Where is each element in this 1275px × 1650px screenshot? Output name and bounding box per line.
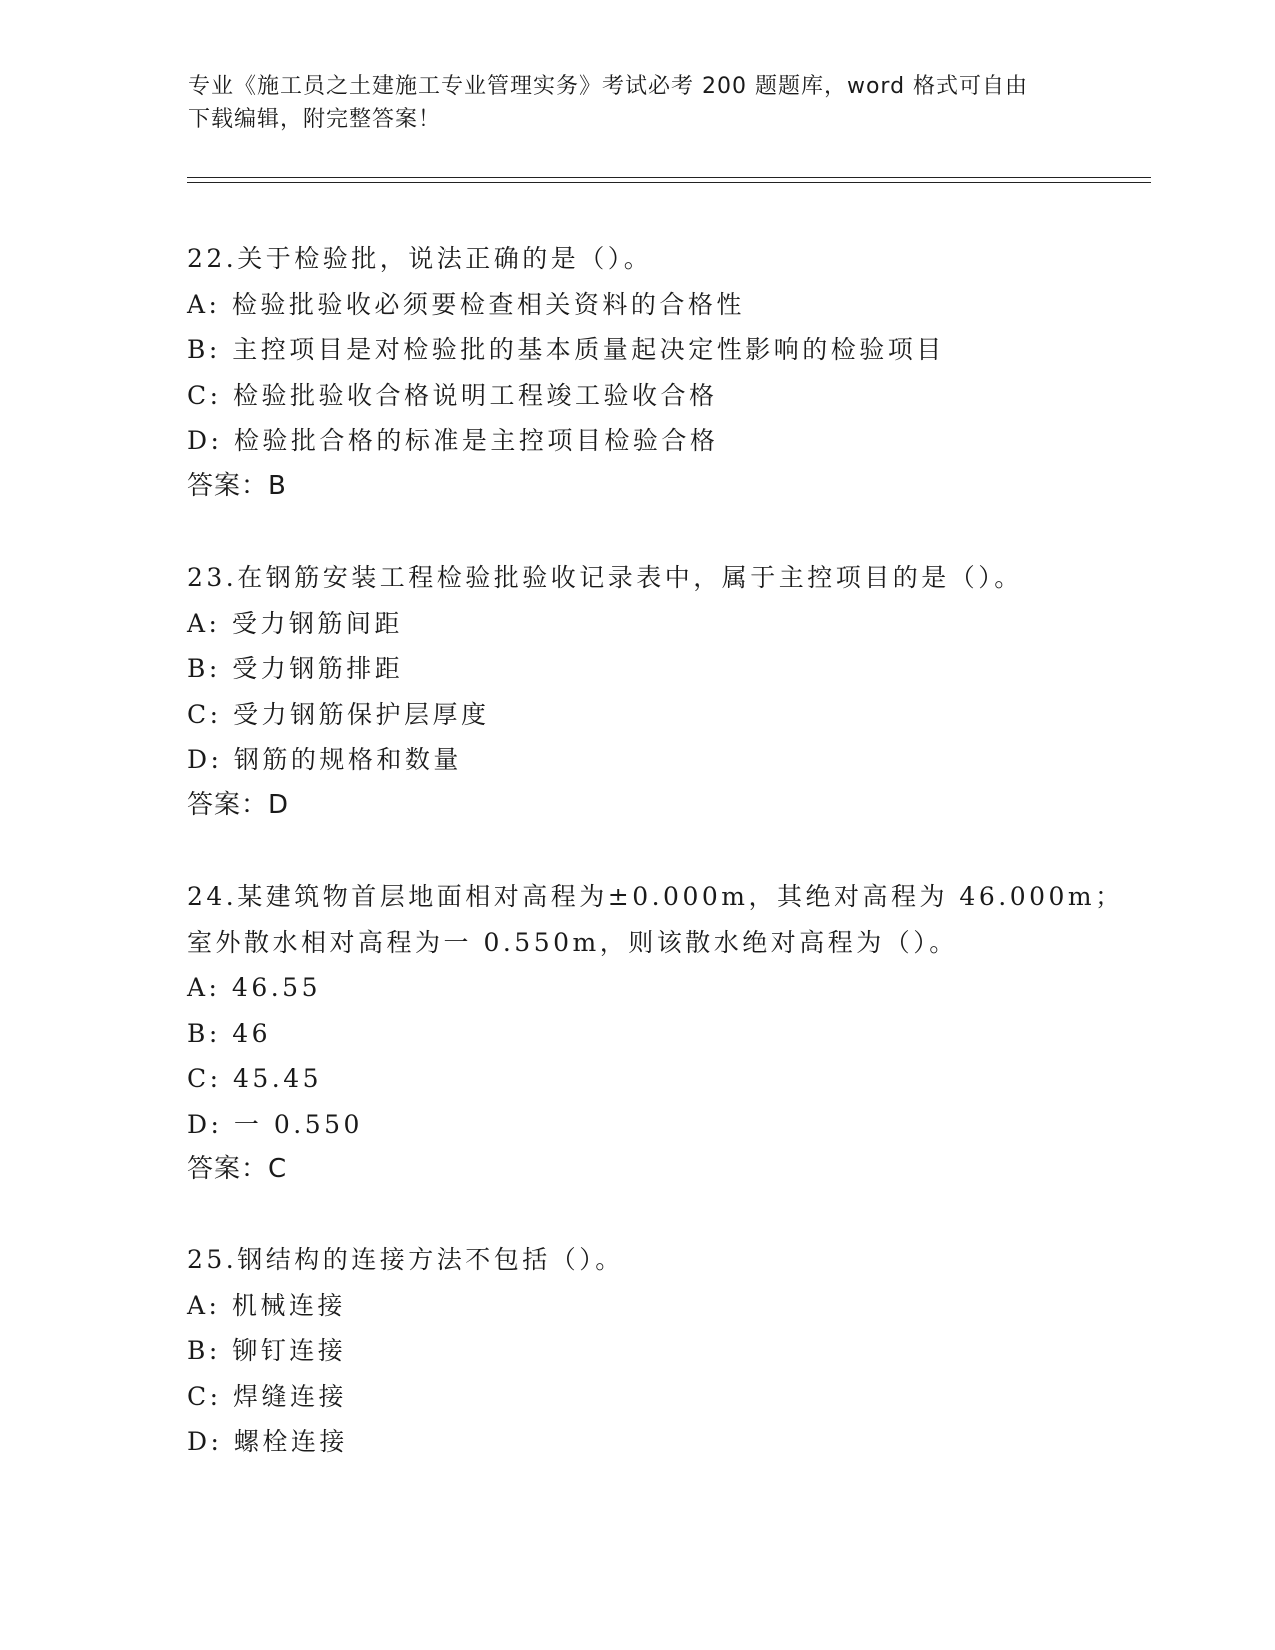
option-d: D: 钢筋的规格和数量	[187, 745, 462, 774]
option-b: B: 46	[187, 1018, 272, 1048]
question-25	[187, 1237, 1147, 1465]
option-a: A: 受力钢筋间距	[187, 608, 403, 638]
question-22	[187, 236, 1147, 509]
header-line-2: 下载编辑，附完整答案！	[188, 107, 442, 132]
option-a: A: 机械连接	[187, 1290, 346, 1320]
header-line-1: 专业《施工员之土建施工专业管理实务》考试必考 200 题题库，word 格式可自由	[188, 74, 1029, 99]
option-d: D: 检验批合格的标准是主控项目检验合格	[187, 426, 719, 455]
question-23	[187, 555, 1147, 828]
question-stem: 25.钢结构的连接方法不包括（）。	[187, 1245, 624, 1274]
option-c: C: 焊缝连接	[187, 1381, 347, 1411]
document-header	[188, 70, 1088, 136]
question-stem-line-1: 24.某建筑物首层地面相对高程为±0.000m，其绝对高程为 46.000m；	[187, 882, 1124, 911]
option-b: B: 受力钢筋排距	[187, 654, 404, 683]
option-d: D: 螺栓连接	[187, 1427, 348, 1456]
header-divider-bottom	[187, 182, 1151, 183]
option-d: D: 一 0.550	[187, 1109, 363, 1139]
option-b: B: 铆钉连接	[187, 1336, 347, 1365]
header-divider-top	[187, 177, 1151, 178]
answer: 答案：C	[187, 1154, 288, 1184]
question-stem: 22.关于检验批，说法正确的是（）。	[187, 244, 653, 273]
option-c: C: 45.45	[187, 1064, 323, 1093]
option-a: A: 检验批验收必须要检查相关资料的合格性	[187, 289, 745, 319]
question-24	[187, 874, 1147, 1193]
option-c: C: 受力钢筋保护层厚度	[187, 699, 490, 729]
option-c: C: 检验批验收合格说明工程竣工验收合格	[187, 380, 718, 410]
answer: 答案：D	[187, 789, 290, 820]
option-b: B: 主控项目是对检验批的基本质量起决定性影响的检验项目	[187, 335, 945, 364]
option-a: A: 46.55	[187, 973, 321, 1002]
question-stem: 23.在钢筋安装工程检验批验收记录表中，属于主控项目的是（）。	[187, 563, 1023, 592]
question-stem-line-2: 室外散水相对高程为一 0.550m，则该散水绝对高程为（）。	[187, 927, 958, 957]
answer: 答案：B	[187, 470, 287, 501]
